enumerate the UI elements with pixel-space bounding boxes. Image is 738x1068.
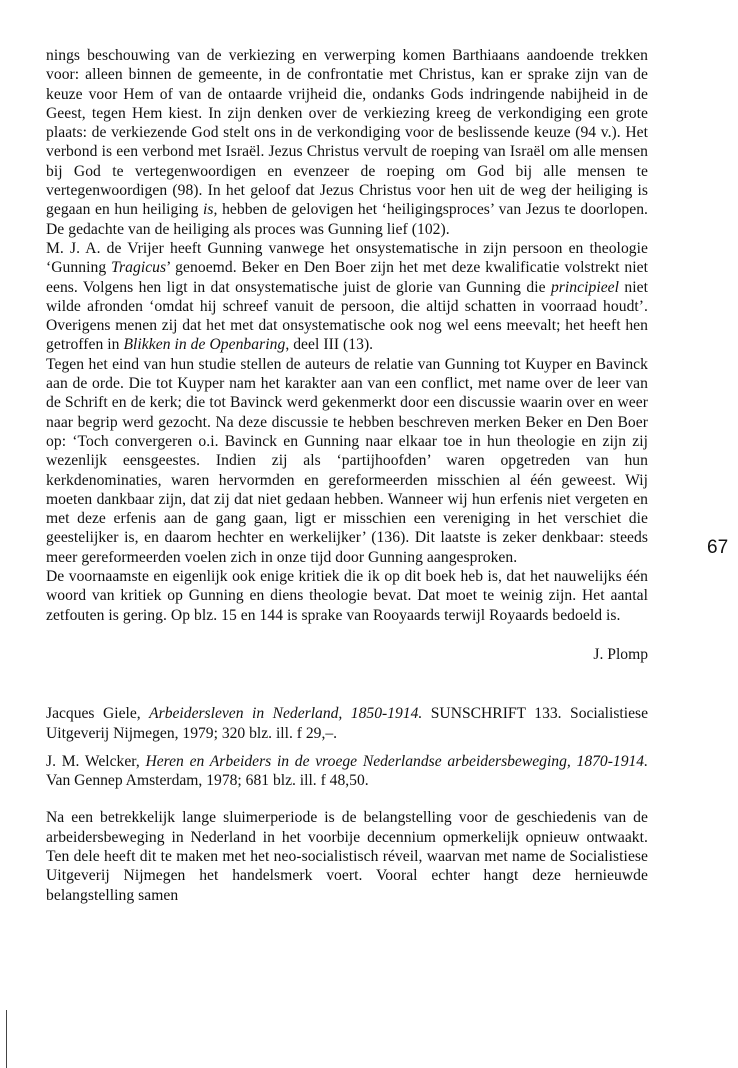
- book-reference: [46, 752, 648, 791]
- text-run: Jacques Giele,: [46, 705, 150, 723]
- text-run: nings beschouwing van de verkiezing en verwerping komen Barthiaans aandoende trekken voor: alleen binnen de gemeente, in de confrontatie met Christus, kan er sprake zijn van de keuze voor Hem of van de ontaarde vrijheid die, ondanks Gods indringende nabijheid in de Geest, tegen Hem kiest. In zijn denken over de verkiezing kreeg de verkondiging een grote plaats: de verkiezende God stelt ons in de verkondiging voor de beslissende keuze (94 v.). Het verbond is een verbond met Israël. Jezus Christus vervult de roeping van Israël om alle mensen bij God te vertegenwoordigen en evenzeer de roeping om God bij alle mensen te vertegenwoordigen (98). In het geloof dat Jezus Christus voor hen uit de weg der heiliging is gegaan en hun heiliging: [46, 47, 648, 219]
- text-run: SUNSCHRIFT 133. Socialistiese Uitgeverij Nijmegen, 1979; 320 blz. ill. f 29,–.: [46, 705, 648, 742]
- review-paragraph: [46, 355, 648, 567]
- text-run: Na een betrekkelijk lange sluimerperiode is de belangstelling voor de geschiedenis van de arbeidersbeweging in Nederland in het voorbije decennium opmerkelijk opnieuw ontwaakt. Ten dele heeft dit te maken met het neo-socialistisch réveil, waarvan met name de Socialistiese Uitgeverij Nijmegen het handelsmerk voert. Vooral echter hangt deze hernieuwde belangstelling samen: [46, 809, 648, 904]
- text-run: , deel III (13).: [285, 336, 374, 354]
- book-reference: [46, 704, 648, 743]
- text-run: ’ genoemd. Beker en Den Boer zijn het met deze kwalificatie volstrekt niet eens. Volgens hen ligt in dat onsystematische juist de glorie van Gunning die: [46, 259, 649, 296]
- text-run: J. M. Welcker,: [46, 752, 146, 770]
- review-giele-welcker: [46, 808, 648, 904]
- page-number: 67: [707, 537, 729, 558]
- text-run: hebben de gelovigen het ‘heiligingsproces’ van Jezus te doorlopen. De gedachte van de heiliging als proces was Gunning lief (102).: [46, 201, 648, 238]
- book-references: [46, 704, 648, 790]
- review-paragraph: [46, 239, 648, 355]
- book-title: Heren en Arbeiders in de vroege Nederlandse arbeidersbeweging, 1870-1914.: [145, 752, 648, 770]
- italic-run: principieel: [550, 278, 620, 296]
- book-title: Arbeidersleven in Nederland, 1850-1914.: [149, 705, 423, 723]
- reviewer-signature: J. Plomp: [593, 645, 648, 663]
- italic-run: Tragicus: [111, 259, 167, 277]
- text-run: De voornaamste en eigenlijk ook enige kritiek die ik op dit boek heb is, dat het nauwelijks één woord van kritiek op Gunning en diens theologie bevat. Dat moet te weinig zijn. Het aantal zetfouten is gering. Op blz. 15 en 144 is sprake van Rooyaards terwijl Royaards bedoeld is.: [46, 568, 648, 624]
- text-run: M. J. A. de Vrijer heeft Gunning vanwege het onsystematische in zijn persoon en theologie ‘Gunning: [46, 239, 648, 277]
- text-run: niet wilde afronden ‘omdat hij schreef vanuit de persoon, die altijd schatten in voorraad houdt’. Overigens menen zij dat het met dat onsystematische ook nog wel eens meevalt; het heeft hen getroffen in: [46, 278, 648, 354]
- review-paragraph: [46, 46, 648, 239]
- review-paragraph: [46, 567, 648, 625]
- text-run: Van Gennep Amsterdam, 1978; 681 blz. ill. f 48,50.: [46, 772, 369, 790]
- text-run: Tegen het eind van hun studie stellen de auteurs de relatie van Gunning tot Kuyper en Bavinck aan de orde. Die tot Kuyper nam het karakter aan van een conflict, met name over de leer van de Schrift en de kerk; die tot Bavinck werd gekenmerkt door een discussie waarin over en weer naar begrip werd gezocht. Na deze discussie te hebben beschreven merken Beker en Den Boer op: ‘Toch convergeren o.i. Bavinck en Gunning naar elkaar toe in hun theologie en zijn zij wezenlijk eensgeestes. Indien zij als ‘partijhoofden’ waren opgetreden van hun kerkdenominaties, waren hervormden en gereformeerden misschien al één geweest. Wij moeten dankbaar zijn, dat zij dat niet gedaan hebben. Wanneer wij hun erfenis niet vergeten en met deze erfenis aan de gang gaan, ligt er misschien een vereniging in het verschiet die geestelijker is, en daarom hechter en werkelijker’ (136). Dit laatste is zeker denkbaar: steeds meer gereformeerden voelen zich in onze tijd door Gunning aangesproken.: [46, 355, 648, 566]
- review-paragraph: [46, 808, 648, 904]
- italic-run: Blikken in de Openbaring: [123, 336, 286, 354]
- italic-run: is,: [203, 201, 218, 219]
- page-body: [46, 46, 648, 905]
- review-plomp: [46, 46, 648, 664]
- scan-margin-line: [6, 1010, 7, 1068]
